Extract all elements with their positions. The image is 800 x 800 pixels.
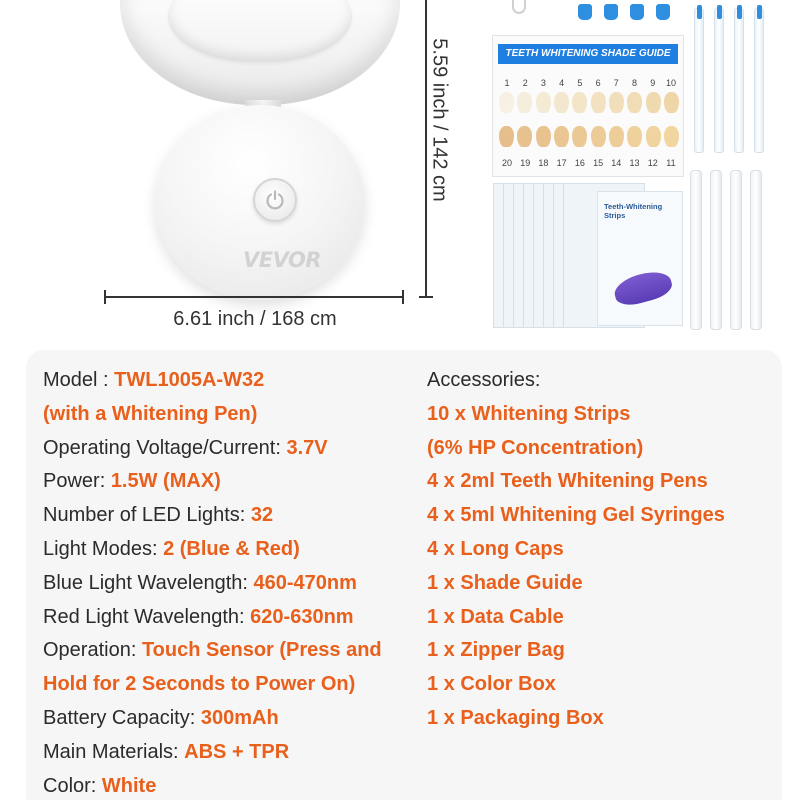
width-dimension-line — [104, 296, 404, 298]
strip-pack — [597, 191, 683, 326]
accessory-item: 4 x 5ml Whitening Gel Syringes — [427, 504, 725, 527]
spec-power: Power: 1.5W (MAX) — [43, 470, 221, 493]
shade-tooth — [609, 126, 624, 147]
spec-battery: Battery Capacity: 300mAh — [43, 706, 279, 729]
spec-model: Model : TWL1005A-W32 — [43, 369, 265, 391]
strip-label-line1: Teeth-Whitening — [604, 202, 663, 211]
shade-tooth — [646, 126, 661, 147]
accessory-item: 1 x Zipper Bag — [427, 639, 565, 662]
width-dimension-label: 6.61 inch / 168 cm — [173, 308, 337, 330]
accessory-item: 1 x Packaging Box — [427, 706, 604, 729]
data-cable-image — [512, 0, 526, 14]
mouthpiece-image — [120, 0, 400, 105]
shade-tooth — [609, 92, 624, 113]
spec-led-count: Number of LED Lights: 32 — [43, 504, 274, 527]
shade-tooth — [591, 92, 606, 113]
product-photo — [0, 0, 800, 340]
shade-number: 6 — [595, 78, 601, 88]
shade-tooth — [646, 92, 661, 113]
shade-number: 5 — [577, 78, 583, 88]
spec-red-wavelength: Red Light Wavelength: 620-630nm — [43, 605, 354, 628]
accessory-item: 1 x Shade Guide — [427, 571, 583, 594]
shade-number: 17 — [556, 158, 567, 168]
shade-teeth-bottom — [499, 126, 679, 147]
shade-tooth — [499, 126, 514, 147]
shade-guide-card — [492, 35, 684, 177]
shade-number: 2 — [522, 78, 528, 88]
shade-tooth — [572, 92, 587, 113]
accessory-item: 4 x 2ml Teeth Whitening Pens — [427, 470, 708, 493]
shade-tooth — [627, 126, 642, 147]
spec-voltage: Operating Voltage/Current: 3.7V — [43, 436, 328, 459]
shade-tooth — [517, 126, 532, 147]
shade-number: 18 — [538, 158, 549, 168]
shade-tooth — [499, 92, 514, 113]
accessories-list — [427, 364, 767, 736]
shade-number: 14 — [611, 158, 622, 168]
shade-number: 15 — [593, 158, 604, 168]
whitening-strips-image — [493, 183, 685, 331]
brand-logo: VEVOR — [242, 248, 321, 272]
specifications-list — [43, 364, 423, 800]
shade-numbers-top — [499, 78, 679, 88]
shade-guide-title: TEETH WHITENING SHADE GUIDE — [498, 44, 678, 64]
shade-tooth — [517, 92, 532, 113]
shade-number: 9 — [650, 78, 656, 88]
spec-operation: Operation: Touch Sensor (Press and — [43, 639, 382, 662]
shade-tooth — [591, 126, 606, 147]
shade-tooth — [536, 92, 551, 113]
shade-tooth — [536, 126, 551, 147]
shade-number: 11 — [666, 158, 676, 168]
shade-number: 7 — [613, 78, 619, 88]
shade-number: 10 — [665, 78, 676, 88]
accessory-item: 1 x Data Cable — [427, 605, 564, 628]
spec-light-modes: Light Modes: 2 (Blue & Red) — [43, 537, 300, 560]
shade-numbers-bottom — [499, 158, 679, 168]
strip-icon — [611, 267, 674, 309]
accessory-item: 10 x Whitening Strips — [427, 402, 631, 425]
shade-number: 4 — [559, 78, 565, 88]
spec-operation-cont: Hold for 2 Seconds to Power On) — [43, 673, 356, 696]
accessory-item: 1 x Color Box — [427, 673, 556, 696]
accessories-heading: Accessories: — [427, 369, 541, 391]
shade-number: 3 — [540, 78, 546, 88]
shade-number: 8 — [632, 78, 638, 88]
strip-label-line2: Strips — [604, 211, 626, 220]
shade-teeth-top — [499, 92, 679, 113]
spec-blue-wavelength: Blue Light Wavelength: 460-470nm — [43, 571, 357, 594]
shade-tooth — [627, 92, 642, 113]
spec-model-note: (with a Whitening Pen) — [43, 402, 258, 425]
spec-materials: Main Materials: ABS + TPR — [43, 740, 290, 763]
shade-number: 1 — [504, 78, 510, 88]
accessory-item: (6% HP Concentration) — [427, 436, 644, 459]
shade-tooth — [554, 92, 569, 113]
height-dimension-label: 5.59 inch / 142 cm — [428, 38, 451, 202]
shade-number: 16 — [574, 158, 585, 168]
shade-tooth — [572, 126, 587, 147]
shade-number: 19 — [520, 158, 531, 168]
shade-number: 13 — [629, 158, 640, 168]
shade-tooth — [554, 126, 569, 147]
shade-tooth — [664, 126, 679, 147]
power-icon — [253, 178, 297, 222]
shade-tooth — [664, 92, 679, 113]
spec-color: Color: White — [43, 774, 157, 797]
accessory-item: 4 x Long Caps — [427, 537, 564, 560]
shade-number: 20 — [501, 158, 512, 168]
shade-number: 12 — [647, 158, 658, 168]
